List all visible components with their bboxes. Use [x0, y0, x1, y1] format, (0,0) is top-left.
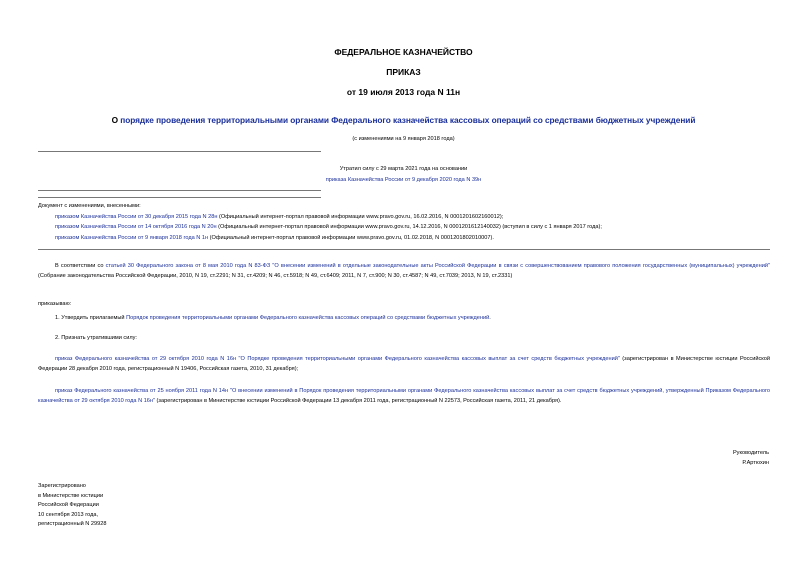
document-type: ПРИКАЗ — [386, 67, 421, 77]
procedure-link[interactable]: Порядок проведения территориальными органами Федерального казначейства кассовых операций со средствами бюджетных учреждений — [126, 315, 490, 321]
registration-block — [38, 482, 106, 530]
registration-line: в Министерстве юстиции — [38, 492, 104, 499]
signer-name: Р.Артюхин — [742, 459, 769, 466]
amendment-link[interactable]: приказом Казначейства России от 9 января 2018 года N 1н — [55, 234, 209, 241]
document-date-number: от 19 июля 2013 года N 11н — [346, 87, 461, 97]
repealed-order-1: приказ Федерального казначейства от 29 октября 2010 года N 16н "О Порядке проведения территориальными органами Федерального казначейства кассовых выплат за счет средств бюджетных учреждений" (зарегистрирован в Министерстве юстиции Российской Федерации 28 декабря 2010 года, регистрационный N 19406, Российская газета, 2010, 31 декабря); — [38, 356, 770, 373]
repealed-order-link[interactable]: приказ Федерального казначейства от 25 ноября 2011 года N 14н "О внесении изменений в Порядок проведения территориальными органами Федерального казначейства кассовых выплат за счет средств бюджетных учреждений, утвержденный Приказом Федерального казначейства от 29 октября 2010 года N 16н" — [38, 388, 770, 405]
lost-force-text: Утратил силу с 29 марта 2021 года на основании — [339, 166, 468, 172]
repealed-order-2: приказ Федерального казначейства от 25 ноября 2011 года N 14н "О внесении изменений в Порядок проведения территориальными органами Федерального казначейства кассовых выплат за счет средств бюджетных учреждений, утвержденный Приказом Федерального казначейства от 29 октября 2010 года N 16н" (зарегистрирован в Министерстве юстиции Российской Федерации 13 декабря 2011 года, регистрационный N 22573, Российская газета, 2011, 21 декабря). — [38, 388, 770, 405]
amendment-link[interactable]: приказом Казначейства России от 14 октября 2016 года N 20н — [55, 224, 217, 231]
amendments-note: (с изменениями на 9 января 2018 года) — [352, 136, 455, 142]
registration-line: 10 сентября 2013 года, — [38, 511, 99, 518]
amendments-intro: Документ с изменениями, внесенными: — [38, 203, 141, 209]
signer-position: Руководитель — [732, 450, 769, 456]
divider — [38, 190, 321, 191]
amendment-link[interactable]: приказом Казначейства России от 30 декабря 2015 года N 28н — [55, 213, 218, 220]
list-item: приказом Казначейства России от 14 октября 2016 года N 20н (Официальный интернет-портал правовой информации www.pravo.gov.ru, 14.12.2016, N 0001201612140032) (вступил в силу с 1 января 2017 года); — [55, 224, 602, 231]
basis-link[interactable]: приказа Казначейства России от 9 декабря 2020 года N 39н — [325, 177, 482, 183]
preamble-paragraph: В соответствии со статьей 30 Федерального закона от 8 мая 2010 года N 83-ФЗ "О внесении изменений в отдельные законодательные акты Российской Федерации в связи с совершенствованием правового положения государственных (муниципальных) учреждений" (Собрание законодательства Российской Федерации, 2010, N 19, ст.2291; N 31, ст.4209; N 46, ст.5918; N 49, ст.6409; 2011, N 7, ст.900; N 30, ст.4587; N 49, ст.7039; 2013, N 19, ст.2331) — [38, 263, 770, 280]
title-prefix: О — [111, 115, 121, 125]
item-2: 2. Признать утратившими силу: — [55, 335, 137, 341]
agency-name: ФЕДЕРАЛЬНОЕ КАЗНАЧЕЙСТВО — [334, 47, 473, 57]
divider — [38, 197, 321, 198]
divider — [38, 249, 770, 250]
signature-block — [733, 449, 769, 468]
document-title — [0, 115, 807, 125]
list-item: приказом Казначейства России от 9 января 2018 года N 1н (Официальный интернет-портал правовой информации www.pravo.gov.ru, 01.02.2018, N 0001201802010007). — [55, 234, 494, 241]
law-article-link[interactable]: статьей 30 Федерального закона от 8 мая 2010 года N 83-ФЗ "О внесении изменений в отдельные законодательные акты Российской Федерации в связи с совершенствованием правового положения государственных (муниципальных) учреждений" — [105, 263, 770, 269]
registration-line: Зарегистрировано — [38, 483, 86, 489]
divider — [38, 151, 321, 152]
order-word: приказываю: — [38, 301, 72, 307]
lost-force-basis — [0, 177, 807, 183]
item-1: 1. Утвердить прилагаемый Порядок проведения территориальными органами Федерального казначейства кассовых операций со средствами бюджетных учреждений. — [55, 315, 491, 321]
amendments-list — [38, 201, 602, 243]
registration-line: регистрационный N 29928 — [38, 521, 107, 528]
repealed-order-link[interactable]: приказ Федерального казначейства от 29 октября 2010 года N 16н "О Порядке проведения территориальными органами Федерального казначейства кассовых выплат за счет средств бюджетных учреждений" — [55, 356, 620, 362]
title-link[interactable]: порядке проведения территориальными органами Федерального казначейства кассовых операций со средствами бюджетных учреждений — [120, 115, 696, 125]
registration-line: Российской Федерации — [38, 502, 99, 509]
list-item: приказом Казначейства России от 30 декабря 2015 года N 28н (Официальный интернет-портал правовой информации www.pravo.gov.ru, 16.02.2016, N 0001201602160012); — [55, 213, 504, 220]
